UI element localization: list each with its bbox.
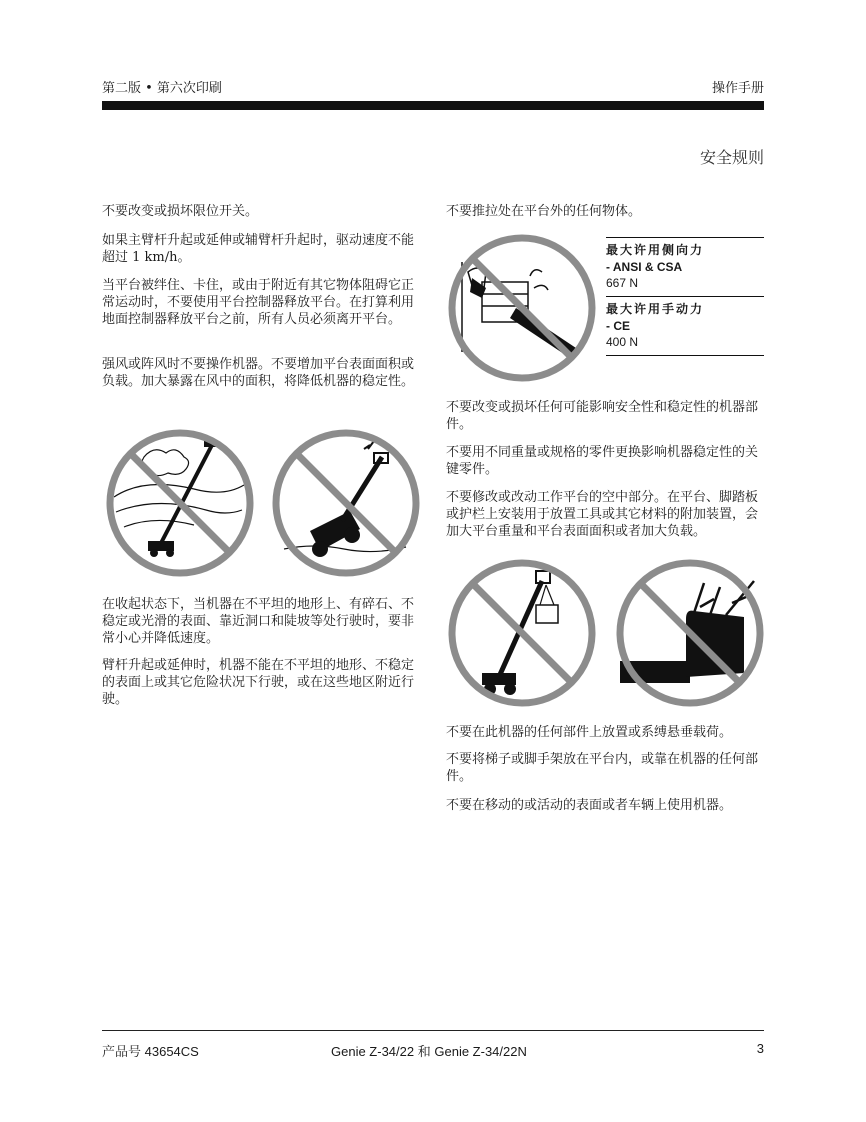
rule-platform-release: 当平台被绊住、卡住，或由于附近有其它物体阻碍它正常运动时，不要使用平台控制器释放平台。在打算利用地面控制器释放平台之前，所有人员必须离开平台。 [102, 278, 415, 327]
wind-prohibition-icon [104, 427, 256, 579]
side-force-value: 667 N [606, 276, 639, 290]
header-rule [102, 101, 764, 110]
rule-limit-switch: 不要改变或损坏限位开关。 [102, 204, 259, 219]
force-limits-table [606, 237, 764, 356]
model-and: 和 [417, 1045, 431, 1060]
section-title: 安全规则 [699, 148, 764, 167]
header-manual-title: 操作手册 [711, 81, 764, 96]
tipping-prohibition-icon [270, 427, 422, 579]
rule-raised-travel: 臂杆升起或延伸时，机器不能在不平坦的地形、不稳定的表面上或其它危险状况下行驶，或在这些地区附近行驶。 [102, 658, 415, 707]
max-manual-force-label: 最大许用手动力 [606, 302, 705, 316]
footer-model [331, 1041, 527, 1060]
ansi-csa-label: - ANSI & CSA [606, 260, 683, 274]
overloaded-platform-prohibition-icon [614, 557, 766, 709]
footer-rule [102, 1030, 764, 1031]
hanging-load-prohibition-icon [446, 557, 598, 709]
rule-platform-modification: 不要修改或改动工作平台的空中部分。在平台、脚踏板或护栏上安装用于放置工具或其它材料的附加装置，会加大平台重量和平台表面面积或者加大负载。 [446, 490, 759, 539]
table-rule [606, 296, 764, 297]
part-number-label: 产品号 [102, 1045, 142, 1060]
rule-replacement-parts: 不要用不同重量或规格的零件更换影响机器稳定性的关键零件。 [446, 445, 759, 477]
rule-ladders: 不要将梯子或脚手架放在平台内，或靠在机器的任何部件。 [446, 752, 759, 784]
table-rule [606, 355, 764, 356]
footer-part-number [102, 1041, 199, 1060]
rule-stowed-travel: 在收起状态下，当机器在不平坦的地形上、有碎石、不稳定或光滑的表面、靠近洞口和陡坡等处行驶时，要非常小心并降低速度。 [102, 597, 415, 646]
rule-stability-components: 不要改变或损坏任何可能影响安全性和稳定性的机器部件。 [446, 400, 759, 432]
rule-moving-surfaces: 不要在移动的或活动的表面或者车辆上使用机器。 [446, 798, 733, 813]
header-edition: 第二版 • 第六次印刷 [102, 81, 222, 96]
rule-drive-speed: 如果主臂杆升起或延伸或辅臂杆升起时，驱动速度不能超过 1 km/h。 [102, 233, 415, 265]
rule-wind: 强风或阵风时不要操作机器。不要增加平台表面面积或负载。加大暴露在风中的面积，将降低机器的稳定性。 [102, 357, 415, 389]
table-rule [606, 237, 764, 238]
max-side-force-label: 最大许用侧向力 [606, 243, 705, 257]
rule-hanging-loads: 不要在此机器的任何部件上放置或系缚悬垂载荷。 [446, 725, 733, 740]
part-number-value: 43654CS [144, 1044, 199, 1059]
push-object-prohibition-icon [446, 232, 598, 384]
ce-label: - CE [606, 319, 630, 333]
rule-push-pull: 不要推拉处在平台外的任何物体。 [446, 204, 642, 219]
manual-force-value: 400 N [606, 335, 639, 349]
page-number: 3 [756, 1041, 764, 1056]
model-b: Genie Z-34/22N [434, 1044, 527, 1059]
model-a: Genie Z-34/22 [331, 1044, 415, 1059]
